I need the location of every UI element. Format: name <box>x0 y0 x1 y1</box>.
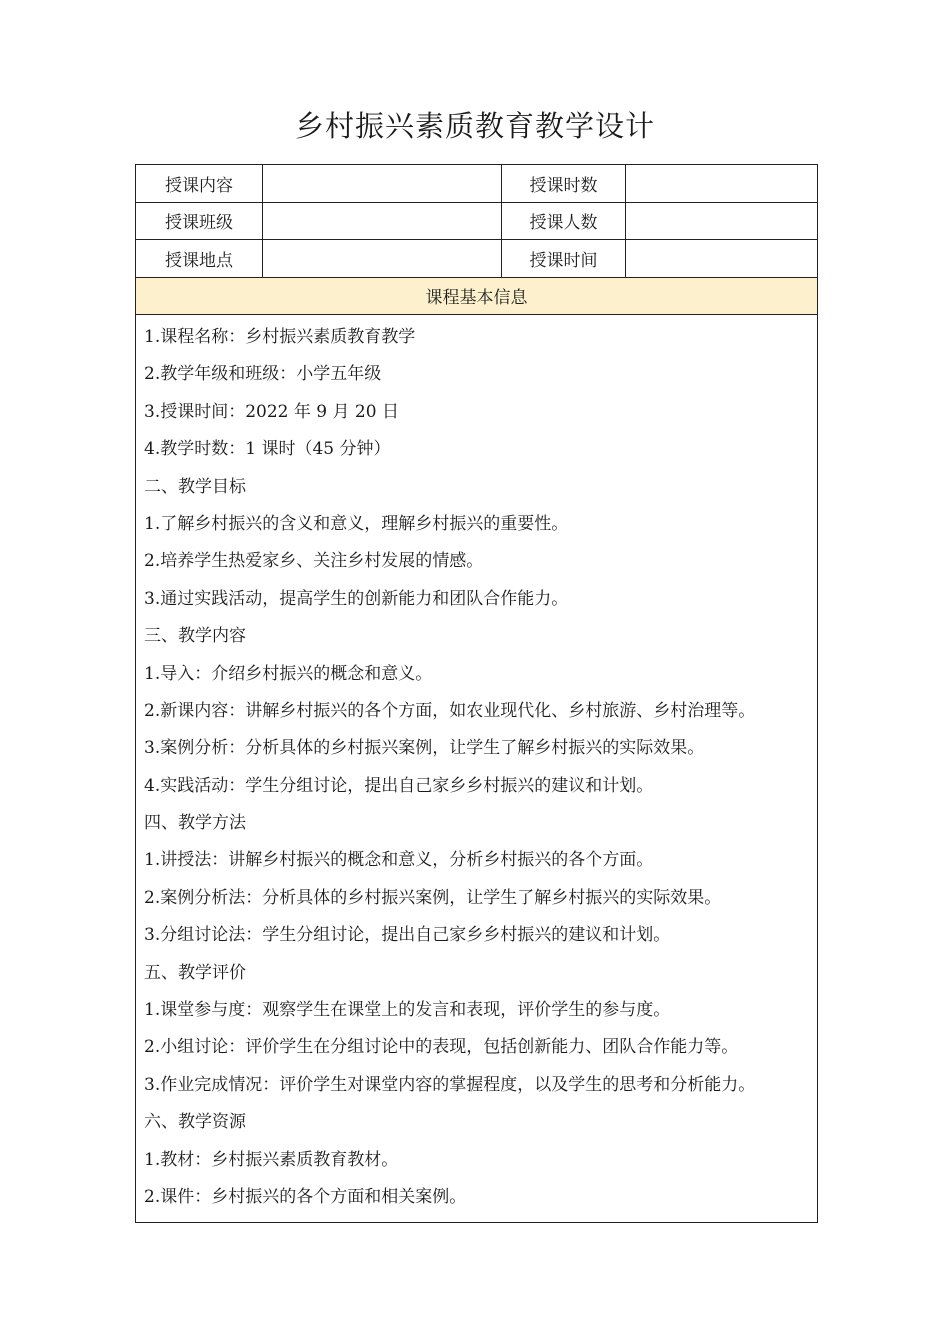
section-heading: 课程基本信息 <box>136 277 818 315</box>
content-line: 1.课堂参与度：观察学生在课堂上的发言和表现，评价学生的参与度。 <box>144 1000 671 1021</box>
info-row-content <box>136 165 818 203</box>
content-line: 2.小组讨论：评价学生在分组讨论中的表现，包括创新能力、团队合作能力等。 <box>144 1037 739 1058</box>
label-lesson-time: 授课时间 <box>502 240 626 278</box>
content-row <box>136 315 818 1223</box>
section-title-objectives: 二、教学目标 <box>144 476 246 497</box>
value-lesson-content <box>263 165 502 203</box>
content-line: 3.作业完成情况：评价学生对课堂内容的掌握程度，以及学生的思考和分析能力。 <box>144 1074 756 1095</box>
content-line: 1.了解乡村振兴的含义和意义，理解乡村振兴的重要性。 <box>144 513 569 534</box>
content-line: 4.实践活动：学生分组讨论，提出自己家乡乡村振兴的建议和计划。 <box>144 775 654 796</box>
content-line: 3.通过实践活动，提高学生的创新能力和团队合作能力。 <box>144 588 569 609</box>
content-cell <box>136 315 818 1223</box>
content-line: 2.培养学生热爱家乡、关注乡村发展的情感。 <box>144 551 484 572</box>
value-lesson-time <box>626 240 818 278</box>
content-line: 1.讲授法：讲解乡村振兴的概念和意义，分析乡村振兴的各个方面。 <box>144 850 654 871</box>
label-class: 授课班级 <box>136 202 263 240</box>
content-line: 3.分组讨论法：学生分组讨论，提出自己家乡乡村振兴的建议和计划。 <box>144 925 671 946</box>
label-lesson-hours: 授课时数 <box>502 165 626 203</box>
info-row-location <box>136 240 818 278</box>
content-line: 2.案例分析法：分析具体的乡村振兴案例，让学生了解乡村振兴的实际效果。 <box>144 887 722 908</box>
document-title: 乡村振兴素质教育教学设计 <box>294 109 655 143</box>
content-line: 2.课件：乡村振兴的各个方面和相关案例。 <box>144 1186 467 1207</box>
value-location <box>263 240 502 278</box>
content-line: 1.课程名称：乡村振兴素质教育教学 <box>144 327 416 347</box>
section-title-methods: 四、教学方法 <box>144 813 246 834</box>
label-location: 授课地点 <box>136 240 263 278</box>
info-row-class <box>136 202 818 240</box>
content-line: 3.案例分析：分析具体的乡村振兴案例，让学生了解乡村振兴的实际效果。 <box>144 738 705 759</box>
lesson-plan-table <box>135 164 818 1223</box>
content-line: 3.授课时间：2022 年 9 月 20 日 <box>144 401 399 422</box>
section-heading-row <box>136 277 818 315</box>
content-line: 1.导入：介绍乡村振兴的概念和意义。 <box>144 663 433 684</box>
value-student-count <box>626 202 818 240</box>
content-line: 2.教学年级和班级：小学五年级 <box>144 364 382 385</box>
value-lesson-hours <box>626 165 818 203</box>
label-student-count: 授课人数 <box>502 202 626 240</box>
section-title-resources: 六、教学资源 <box>144 1112 246 1133</box>
content-line: 2.新课内容：讲解乡村振兴的各个方面，如农业现代化、乡村旅游、乡村治理等。 <box>144 700 756 721</box>
content-line: 4.教学时数：1 课时（45 分钟） <box>144 439 391 460</box>
label-lesson-content: 授课内容 <box>136 165 263 203</box>
value-class <box>263 202 502 240</box>
section-title-content: 三、教学内容 <box>144 626 246 647</box>
content-line: 1.教材：乡村振兴素质教育教材。 <box>144 1149 399 1170</box>
section-title-evaluation: 五、教学评价 <box>144 962 246 983</box>
